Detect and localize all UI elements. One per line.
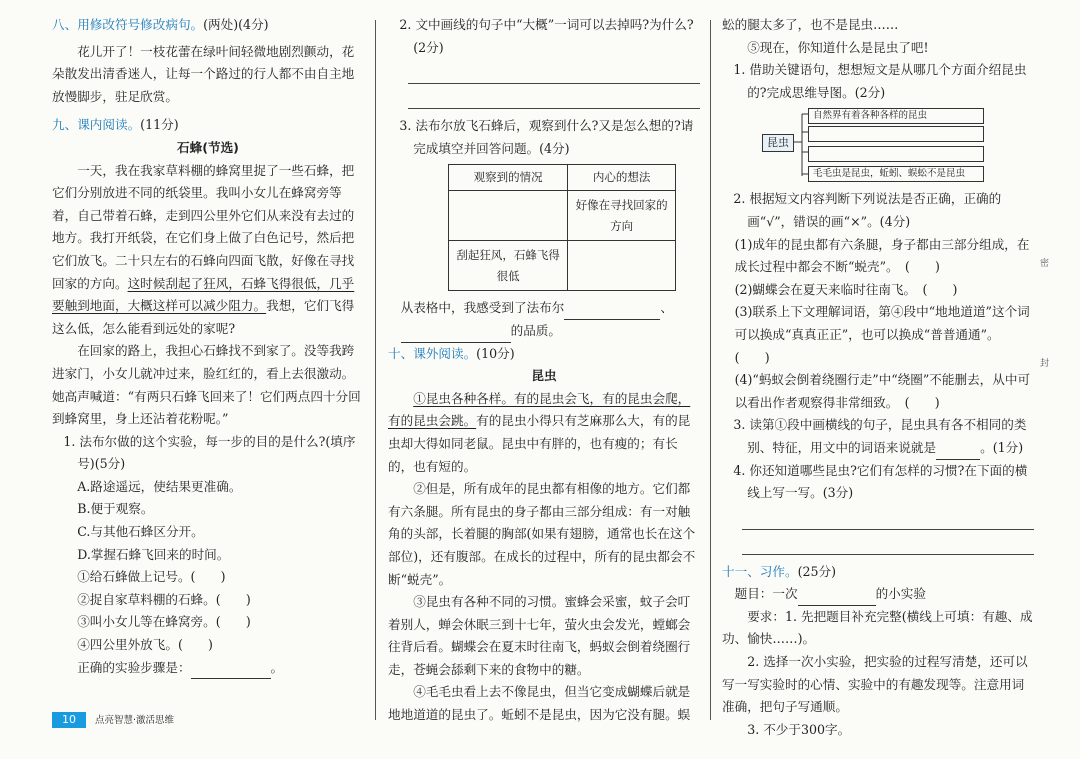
binding-mark-1: 密: [1040, 259, 1050, 269]
insect-para-1-rest: 有的昆虫小得只有芝麻那么大，有的昆虫却大得如同老鼠。昆虫中有胖的，也有瘦的；有长的，也有短的。: [388, 413, 691, 474]
option-d: D.掌握石蜂飞回来的时间。: [77, 546, 230, 562]
quality-sep: 、: [660, 300, 673, 316]
section-8-heading: [52, 14, 364, 37]
table-cell-thought-1: 好像在寻找回家的方向: [568, 191, 676, 241]
requirement-3: 3. 不少于300字。: [747, 721, 851, 737]
quality-sentence: [388, 297, 700, 320]
step-3[interactable]: ③叫小女儿等在蜂窝旁。( ): [77, 614, 251, 630]
mind-map-root: 昆虫: [762, 134, 794, 152]
section-10-title: 十、课外阅读。: [388, 345, 477, 361]
judge-box-1[interactable]: ( ): [904, 259, 940, 275]
table-cell-observed-2: 刮起狂风，石蜂飞得很低: [449, 241, 568, 291]
answer-line-q4-2[interactable]: [742, 530, 1034, 555]
binding-mark-2: 封: [1040, 359, 1050, 369]
question-1: 1. 法布尔做的这个实验，每一步的目的是什么?(填序号)(5分): [63, 433, 356, 472]
answer-line-q2-2[interactable]: [408, 84, 700, 109]
order-answer: 正确的实验步骤是： 。: [52, 657, 364, 680]
c3-question-1: 1. 借助关键语句，想想短文是从哪几个方面介绍昆虫的?完成思维导图。(2分): [733, 62, 1027, 100]
section-8-sentence: 花儿开了！一枝花蕾在绿叶间轻微地剧烈颤动，花朵散发出清香迷人，让每一个路过的行人都不由自主地放慢脚步，驻足欣赏。: [52, 43, 355, 104]
option-c: C.与其他石蜂区分开。: [77, 524, 204, 540]
column-3: [722, 14, 1034, 741]
statement-2-text: (2)蝴蝶会在夏天来临时往南飞。: [734, 281, 910, 297]
section-11-meta: (25分): [797, 563, 837, 579]
insect-para-4-cont: 蚣的腿太多了，也不是昆虫……: [722, 17, 899, 32]
option-a: A.路途遥远，使结果更准确。: [77, 478, 242, 494]
essay-topic: [722, 583, 1034, 606]
topic-blank[interactable]: [798, 591, 876, 606]
table-header-observed: 观察到的情况: [449, 165, 568, 191]
section-9-heading: [52, 114, 364, 137]
mind-map: [722, 108, 1034, 184]
passage-para-2: 在回家的路上，我担心石蜂找不到家了。没等我跨进家门，小女儿就冲过来，脸红红的，看上去很激动。她高声喊道：“有两只石蜂飞回来了！它们两点四十分回到蜂窝里，身上还沾着花粉呢。”: [52, 343, 361, 427]
quality-suffix: 的品质。: [510, 322, 561, 338]
page-footer: [52, 712, 174, 728]
judge-box-3[interactable]: ( ): [734, 349, 770, 365]
table-cell-blank-1[interactable]: [449, 191, 568, 241]
series-name: 点亮智慧·激活思维: [95, 715, 175, 726]
section-8-meta: (两处)(4分): [203, 17, 269, 32]
passage-title: 石蜂(节选): [177, 139, 239, 155]
quality-prefix: 从表格中，我感受到了法布尔: [400, 300, 565, 316]
mind-map-branch-3[interactable]: [808, 146, 984, 162]
topic-suffix: 的小实验: [875, 586, 926, 602]
requirement-1: 要求：1. 先把题目补充完整(横线上可填：有趣、成功、愉快……)。: [722, 608, 1033, 647]
statement-4-text: (4)“蚂蚁会倒着绕圈行走”中“绕圈”不能删去，从中可以看出作者观察得非常细致。: [734, 372, 1031, 410]
table-cell-blank-2[interactable]: [568, 241, 676, 291]
column-2: [388, 14, 700, 727]
order-label: 正确的实验步骤是：: [77, 659, 191, 675]
judge-box-2[interactable]: ( ): [922, 281, 958, 297]
section-9-title: 九、课内阅读。: [52, 117, 141, 133]
statement-3-text: (3)联系上下文理解词语，第④段中“地地道道”这个词可以换成“真真正正”，也可以换成“普普通通”。: [734, 304, 1030, 342]
c3-question-3: [722, 414, 1034, 459]
question-3: 3. 法布尔放飞石蜂后，观察到什么?又是怎么想的?请完成填空并回答问题。(4分): [399, 118, 694, 156]
judge-box-4[interactable]: ( ): [904, 394, 940, 410]
step-4[interactable]: ④四公里外放飞。( ): [77, 637, 213, 653]
c3-question-4: 4. 你还知道哪些昆虫?它们有怎样的习惯?在下面的横线上写一写。(3分): [733, 462, 1028, 501]
observation-table: [448, 164, 676, 291]
statement-3: [722, 301, 1034, 369]
page-number: 10: [52, 712, 86, 728]
quality-sentence-2: [388, 320, 700, 343]
step-2[interactable]: ②捉自家草料棚的石蜂。( ): [77, 591, 251, 607]
insect-underlined: ①昆虫各种各样。有的昆虫会飞，有的昆虫会爬，有的昆虫会跳。: [388, 390, 691, 429]
order-blank[interactable]: [191, 664, 271, 679]
table-header-thought: 内心的想法: [568, 165, 676, 191]
section-10-heading: [388, 343, 700, 366]
para-1-end: 我想，它们飞得这么低，怎么能看到远处的家呢?: [52, 298, 355, 336]
q3-score: 。(1分): [980, 439, 1024, 455]
mind-map-branch-2[interactable]: [808, 126, 984, 142]
quality-blank-2[interactable]: [401, 328, 511, 343]
q3-blank[interactable]: [936, 445, 980, 460]
answer-line-q2-1[interactable]: [408, 59, 700, 84]
insect-para-4: ④毛毛虫看上去不像昆虫，但当它变成蝴蝶后就是地地道道的昆虫了。蚯蚓不是昆虫，因为它没有腿。蜈: [388, 684, 691, 723]
section-11-title: 十一、习作。: [722, 563, 798, 579]
answer-line-q4-1[interactable]: [742, 505, 1034, 530]
insect-para-2: ②但是，所有成年的昆虫都有相像的地方。它们都有六条腿。所有昆虫的身子都由三部分组成：有一对触角的头部，长着腿的胸部(如果有翅膀，通常也长在这个部位)，还有腹部。在成长的过程中，所有的昆虫都会不断“蜕壳”。: [388, 481, 696, 587]
section-9-meta: (11分): [140, 117, 179, 133]
section-10-meta: (10分): [476, 345, 515, 361]
statement-2: [722, 279, 1034, 302]
insect-para-3: ③昆虫有各种不同的习惯。蜜蜂会采蜜，蚊子会叮着别人，蝉会休眠三到十七年，萤火虫会发光，螳螂会往背后看。蝴蝶会在夏末时往南飞，蚂蚁会倒着绕圈行走，苍蝇会舔剩下来的食物中的糖。: [388, 594, 691, 677]
requirement-2: 2. 选择一次小实验，把实验的过程写清楚，还可以写一写实验时的心情、实验中的有趣发现等。注意用词准确，把句子写通顺。: [722, 654, 1028, 715]
insect-para-1: [388, 388, 700, 478]
option-b: B.便于观察。: [77, 501, 154, 517]
para-1-text: 一天，我在我家草料棚的蜂窝里捉了一些石蜂，把它们分别放进不同的纸袋里。我叫小女儿在蜂窝旁等着，自己带着石蜂，走到四公里外它们从来没有去过的地方。我打开纸袋，在它们身上做了白色记号，然后把它们放飞。二十只左右的石蜂向四面飞散，好像在寻找回家的方向。: [52, 162, 355, 291]
insect-para-5: ⑤现在，你知道什么是昆虫了吧!: [747, 39, 929, 55]
q3-text: 3. 读第①段中画横线的句子，昆虫具有各不相同的类别、特征，用文中的词语来说就是: [733, 417, 1027, 455]
step-1[interactable]: ①给石蜂做上记号。( ): [77, 569, 226, 585]
statement-1-text: (1)成年的昆虫都有六条腿，身子都由三部分组成，在成长过程中都会不断“蜕壳”。: [734, 236, 1030, 275]
mind-map-branch-1: 自然界有着各种各样的昆虫: [808, 108, 984, 124]
passage-para-1: [52, 160, 364, 341]
section-8-title: 八、用修改符号修改病句。: [52, 17, 204, 32]
column-divider-1: [375, 20, 376, 720]
column-1: [52, 14, 364, 679]
underlined-sentence: 这时候刮起了狂风，石蜂飞得很低，几乎要触到地面，大概这样可以减少阻力。: [52, 275, 355, 314]
statement-1: [722, 234, 1034, 279]
c3-question-2: 2. 根据短文内容判断下列说法是否正确，正确的画“√”，错误的画“×”。(4分): [733, 191, 1002, 229]
quality-blank-1[interactable]: [564, 305, 660, 320]
section-11-heading: [722, 561, 1034, 584]
question-2: 2. 文中画线的句子中“大概”一词可以去掉吗?为什么?(2分): [399, 17, 694, 55]
mind-map-branch-4: 毛毛虫是昆虫，蚯蚓、蜈蚣不是昆虫: [808, 166, 984, 182]
topic-prefix: 题目：一次: [734, 586, 798, 602]
column-divider-2: [710, 20, 711, 720]
passage-2-title: 昆虫: [531, 368, 557, 384]
statement-4: [722, 369, 1034, 414]
